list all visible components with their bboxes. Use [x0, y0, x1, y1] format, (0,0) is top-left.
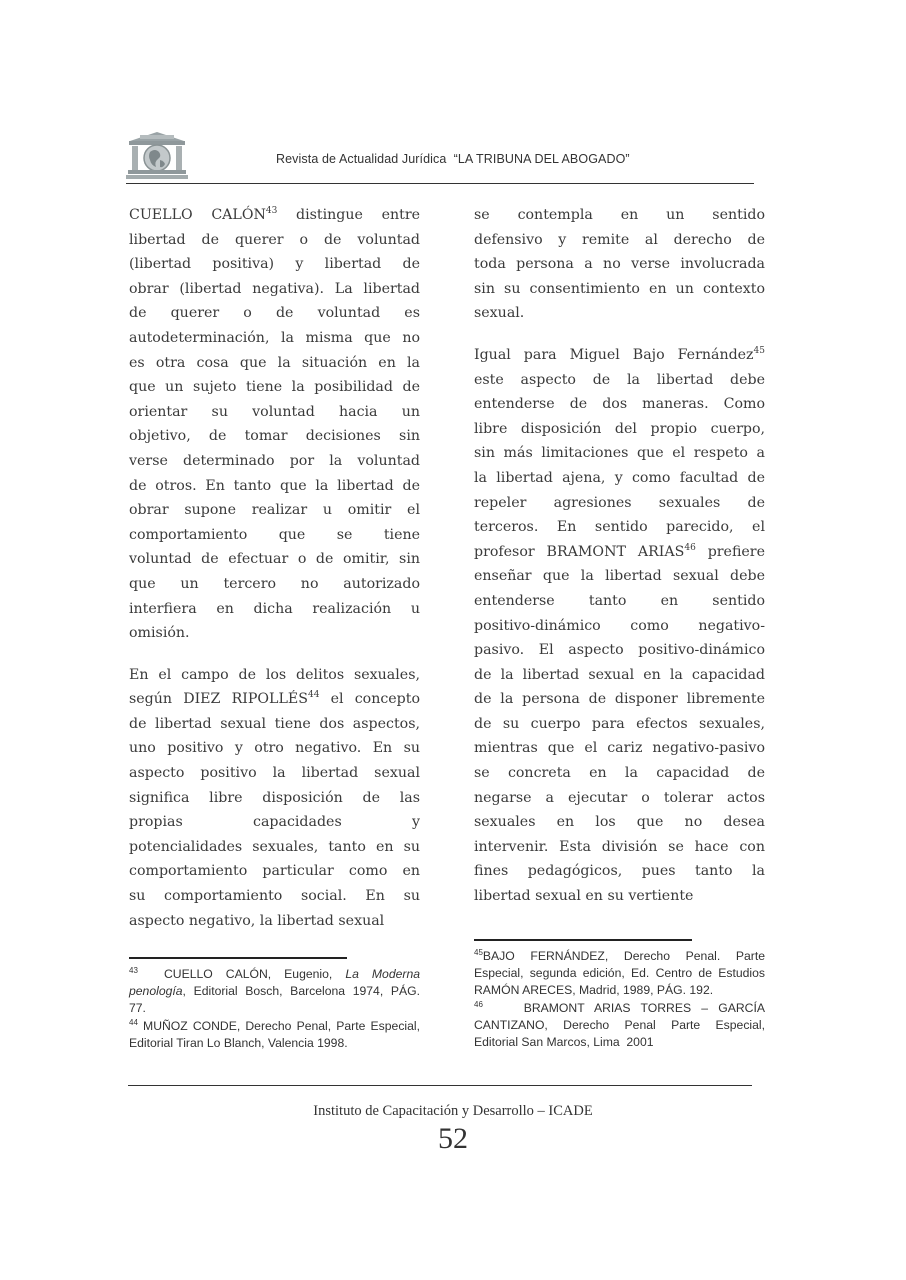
footnote-ref: 44: [307, 690, 320, 701]
text-line: de su cuerpo para efectos sexuales,: [474, 715, 765, 732]
footnotes-right: [474, 948, 765, 1051]
text-line: este aspecto de la libertad debe: [474, 371, 765, 388]
footnote-line: CANTIZANO, Derecho Penal Parte Especial,: [474, 1017, 765, 1032]
journal-title: Revista de Actualidad Jurídica “LA TRIBUNA DEL ABOGADO”: [276, 152, 630, 166]
text-line: (libertad positiva) y libertad de: [129, 256, 420, 273]
footnote-ref: 43: [265, 206, 278, 216]
text-line: verse determinado por la voluntad: [129, 452, 420, 469]
left-text-column: [129, 203, 420, 950]
text-line: repeler agresiones sexuales de: [474, 494, 765, 511]
footnote-line: Editorial San Marcos, Lima 2001: [474, 1034, 654, 1049]
footnote-ref: 45: [753, 345, 765, 356]
text-line: negarse a ejecutar o tolerar actos: [474, 789, 765, 806]
footnote-line: $^{43}$ CUELLO CALÓN, Eugenio, La Moderna: [129, 966, 420, 981]
body-paragraph: [474, 203, 765, 326]
text-line: terceros. En sentido parecido, el: [474, 519, 765, 536]
text-line: libertad sexual en su vertiente: [474, 888, 694, 905]
text-line: que un sujeto tiene la posibilidad de: [129, 379, 420, 396]
text-line: entenderse tanto en sentido: [474, 592, 765, 609]
text-line: En el campo de los delitos sexuales,: [129, 666, 420, 683]
text-line: que un tercero no autorizado: [129, 575, 420, 592]
text-line: obrar supone realizar u omitir el: [129, 502, 420, 519]
text-line: Igual para Miguel Bajo Fernández$^{45}$: [474, 345, 765, 363]
text-line: uno positivo y otro negativo. En su: [129, 740, 420, 757]
footer-divider: [128, 1085, 752, 1086]
text-line: se concreta en la capacidad de: [474, 765, 765, 782]
text-line: libre disposición del propio cuerpo,: [474, 420, 765, 437]
text-line: enseñar que la libertad sexual debe: [474, 568, 765, 585]
text-line: objetivo, de tomar decisiones sin: [129, 428, 420, 445]
text-line: de la persona de disponer libremente: [474, 691, 765, 708]
text-line: se contempla en un sentido: [474, 207, 765, 223]
footnote-46: [474, 1000, 765, 1052]
text-line: autodeterminación, la misma que no: [129, 329, 420, 346]
footnote-ref: 46: [684, 542, 696, 553]
footnote-separator-right: [474, 939, 692, 941]
text-line: significa libre disposición de las: [129, 789, 420, 806]
text-line: aspecto negativo, la libertad sexual: [129, 912, 385, 929]
text-line: profesor BRAMONT ARIAS$^{46}$ prefiere: [474, 542, 765, 560]
text-line: toda persona a no verse involucrada: [474, 256, 765, 273]
body-paragraph: [129, 663, 420, 934]
header-divider: [126, 183, 754, 184]
text-line: sin más limitaciones que el respeto a: [474, 445, 765, 462]
footnote-line: RAMÓN ARECES, Madrid, 1989, PÁG. 192.: [474, 983, 714, 998]
text-line: CUELLO CALÓN$^{43}$ distingue entre: [129, 206, 420, 223]
footnote-line: $^{46}$ BRAMONT ARIAS TORRES – GARCÍA: [474, 999, 765, 1015]
footnote-line: Especial, segunda edición, Ed. Centro de Estudios: [474, 966, 765, 981]
text-line: sexual.: [474, 305, 525, 322]
text-line: de la libertad sexual en la capacidad: [474, 666, 765, 683]
text-line: comportamiento que se tiene: [129, 526, 420, 543]
right-text-column: [474, 203, 765, 926]
text-line: defensivo y remite al derecho de: [474, 231, 765, 248]
footnote-line: 77.: [129, 1001, 146, 1016]
text-line: entenderse de dos maneras. Como: [474, 396, 765, 413]
text-line: intervenir. Esta división se hace con: [474, 838, 765, 855]
text-line: su comportamiento social. En su: [129, 888, 420, 905]
text-line: mientras que el cariz negativo-pasivo: [474, 740, 765, 757]
text-line: sexuales en los que no desea: [474, 814, 765, 831]
footnote-45: [474, 948, 765, 1000]
text-line: obrar (libertad negativa). La libertad: [129, 280, 420, 297]
text-line: de querer o de voluntad es: [129, 305, 420, 322]
text-line: de otros. En tanto que la libertad de: [129, 477, 420, 494]
page-header: [126, 130, 754, 184]
footnote-line: $^{44}$ MUÑOZ CONDE, Derecho Penal, Parte Especial,: [129, 1017, 420, 1033]
footnotes-left: [129, 966, 420, 1052]
text-line: sin su consentimiento en un contexto: [474, 280, 765, 297]
text-line: según DIEZ RIPOLLÉS$^{44}$ el concepto: [129, 690, 420, 708]
text-line: orientar su voluntad hacia un: [129, 403, 420, 420]
text-line: interfiera en dicha realización u: [129, 600, 420, 617]
body-paragraph: [474, 343, 765, 909]
footnote-43: [129, 966, 420, 1018]
footnote-separator-left: [129, 957, 347, 959]
text-line: comportamiento particular como en: [129, 863, 420, 880]
footnote-44: [129, 1018, 420, 1052]
text-line: propias capacidades y: [129, 814, 420, 831]
text-line: voluntad de efectuar o de omitir, sin: [129, 551, 420, 568]
text-line: es otra cosa que la situación en la: [129, 354, 420, 371]
text-line: fines pedagógicos, pues tanto la: [474, 863, 765, 880]
footnote-line: $^{45}$BAJO FERNÁNDEZ, Derecho Penal. Parte: [474, 948, 765, 963]
text-line: pasivo. El aspecto positivo-dinámico: [474, 642, 765, 659]
icade-logo-icon: [126, 130, 188, 182]
text-line: potencialidades sexuales, tanto en su: [129, 838, 420, 855]
body-paragraph: [129, 203, 420, 646]
footnote-line: Editorial Tiran Lo Blanch, Valencia 1998.: [129, 1035, 348, 1050]
text-line: libertad de querer o de voluntad: [129, 231, 420, 248]
footer-institution: Instituto de Capacitación y Desarrollo – ICADE: [313, 1103, 593, 1119]
text-line: la libertad ajena, y como facultad de: [474, 469, 765, 486]
text-line: omisión.: [129, 625, 190, 642]
text-line: aspecto positivo la libertad sexual: [129, 765, 420, 782]
text-line: de libertad sexual tiene dos aspectos,: [129, 715, 420, 732]
text-line: positivo-dinámico como negativo-: [474, 617, 765, 634]
footnote-line: penología, Editorial Bosch, Barcelona 1974, PÁG.: [129, 984, 420, 999]
page-number: 52: [438, 1122, 468, 1155]
